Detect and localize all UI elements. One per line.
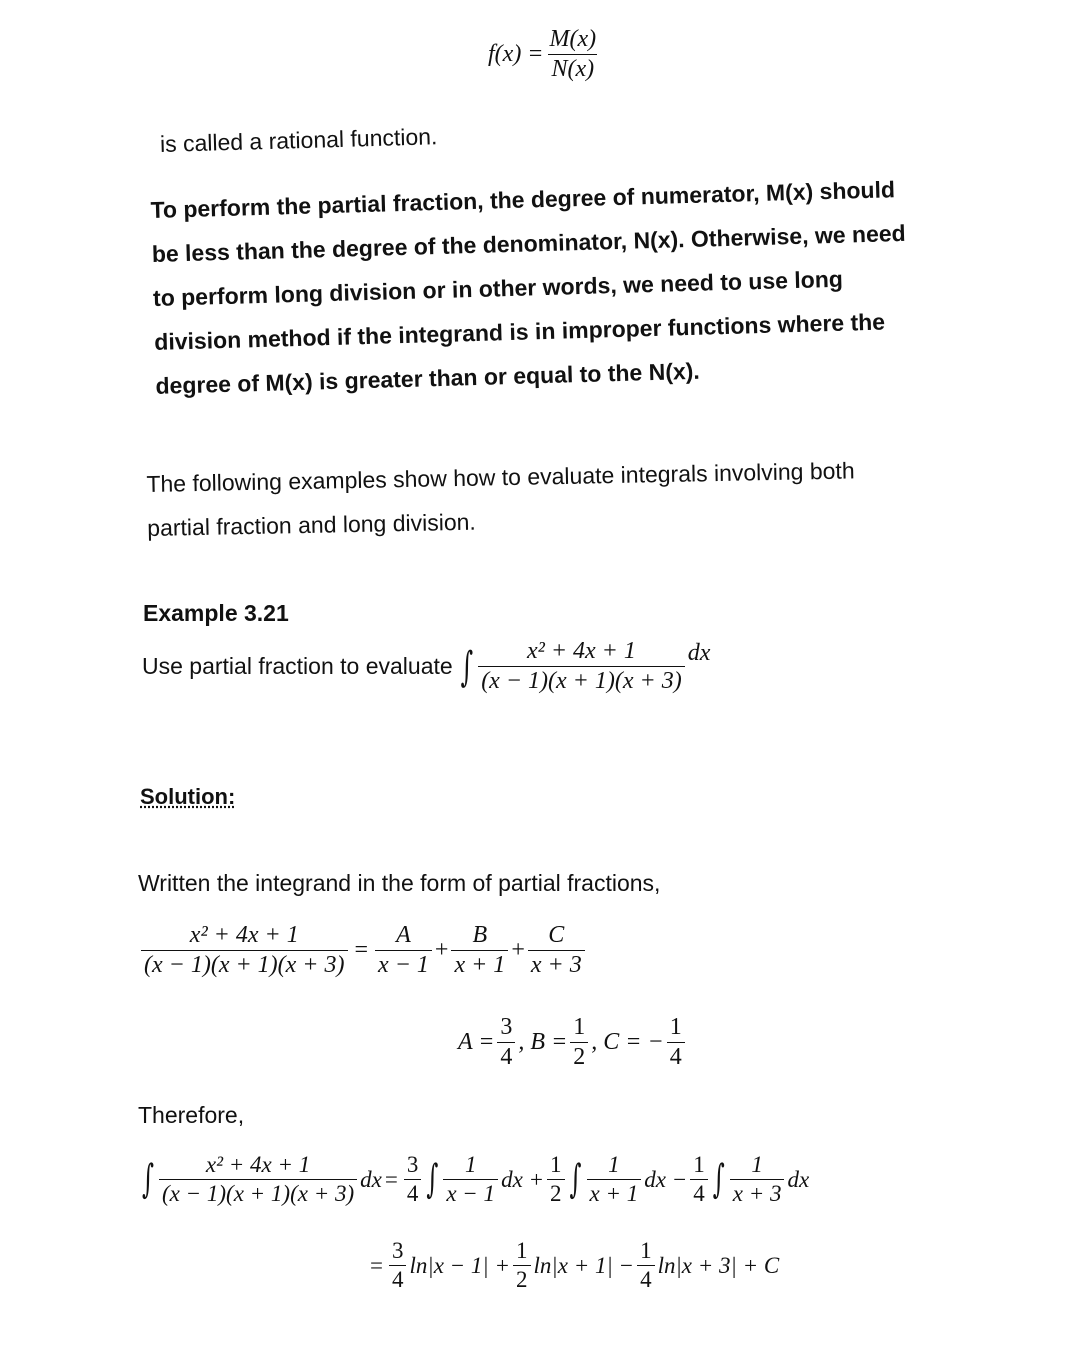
decomp-lhs-fraction (141, 922, 348, 979)
t2-dx: dx − (644, 1166, 688, 1192)
equals-sign: = (354, 937, 369, 963)
term-a-denominator: x − 1 (375, 950, 432, 979)
final-lhs-denominator: (x − 1)(x + 1)(x + 3) (159, 1179, 357, 1207)
coef-a-label: A = (458, 1029, 495, 1055)
integrand-numerator: x² + 4x + 1 (526, 638, 636, 664)
term-b-denominator: x + 1 (451, 950, 508, 979)
formula-fraction (547, 26, 600, 83)
final-lhs-numerator: x² + 4x + 1 (205, 1152, 311, 1177)
integrand-denominator: (x − 1)(x + 1)(x + 3) (478, 666, 685, 695)
r2-numerator: 1 (516, 1238, 528, 1263)
r3-numerator: 1 (640, 1238, 652, 1263)
t3-denominator: x + 3 (730, 1179, 785, 1207)
example-prompt (142, 638, 710, 695)
final-lhs-dx: dx (360, 1166, 382, 1192)
r3-log-term: ln|x + 3| + C (657, 1252, 780, 1278)
example-integral (459, 638, 711, 695)
examples-intro-paragraph (146, 446, 998, 550)
formula-lhs: f(x) = (488, 41, 544, 67)
decomp-term-c (528, 922, 585, 979)
coef-b-fraction (570, 1014, 588, 1071)
t2-coefficient (547, 1152, 565, 1207)
coef-c-label: , C = − (591, 1029, 664, 1055)
partial-fraction-paragraph (150, 165, 996, 408)
t2-fraction (587, 1152, 642, 1207)
equals-sign: = (370, 1252, 383, 1278)
coef-c-denominator: 4 (667, 1042, 685, 1071)
coef-b-denominator: 2 (570, 1042, 588, 1071)
equals-sign: = (384, 1166, 398, 1192)
t1-coefficient (404, 1152, 422, 1207)
integral-sign-icon: ∫ (142, 1157, 154, 1202)
term-a-numerator: A (396, 922, 411, 948)
term-c-denominator: x + 3 (528, 950, 585, 979)
paragraph-line: To perform the partial fraction, the degree of numerator, M(x) should (150, 176, 896, 223)
coef-b-label: , B = (518, 1029, 568, 1055)
coef-c-fraction (667, 1014, 685, 1071)
paragraph-line: degree of M(x) is greater than or equal to the N(x). (155, 357, 701, 399)
final-integral-equation (140, 1152, 809, 1207)
paragraph-line: partial fraction and long division. (147, 508, 477, 541)
t1-coef-numerator: 3 (406, 1152, 419, 1177)
integrand-dx: dx (687, 640, 711, 666)
partial-fraction-decomposition (138, 922, 588, 979)
integrand-fraction (478, 638, 685, 695)
t3-fraction (730, 1152, 785, 1207)
therefore-label: Therefore, (138, 1102, 245, 1128)
example-prompt-text: Use partial fraction to evaluate (142, 653, 453, 679)
integral-sign-icon: ∫ (712, 1157, 725, 1202)
t1-dx: dx + (501, 1166, 545, 1192)
written-integrand-text: Written the integrand in the form of partial fractions, (138, 870, 661, 896)
paragraph-line: to perform long division or in other words, we need to use long (152, 265, 844, 311)
decomp-term-b (451, 922, 508, 979)
r1-coefficient (389, 1238, 407, 1293)
r1-log-term: ln|x − 1| + (409, 1252, 511, 1278)
paragraph-line: division method if the integrand is in improper functions where the (153, 308, 886, 355)
decomp-lhs-denominator: (x − 1)(x + 1)(x + 3) (141, 950, 348, 979)
term-b-numerator: B (472, 922, 488, 948)
r2-denominator: 2 (513, 1265, 531, 1293)
rational-function-caption: is called a rational function. (159, 123, 438, 157)
t1-fraction (443, 1152, 498, 1207)
integral-sign-icon: ∫ (569, 1157, 582, 1202)
t2-coef-denominator: 2 (547, 1179, 565, 1207)
t3-dx: dx (787, 1166, 810, 1192)
formula-denominator: N(x) (548, 54, 597, 83)
r1-numerator: 3 (391, 1238, 404, 1263)
formula-numerator: M(x) (549, 26, 597, 52)
coef-a-fraction (497, 1014, 515, 1071)
example-title: Example 3.21 (143, 600, 289, 626)
decomp-lhs-numerator: x² + 4x + 1 (189, 922, 299, 948)
integral-sign-icon: ∫ (460, 642, 474, 691)
paragraph-line: be less than the degree of the denominator, N(x). Otherwise, we need (151, 219, 906, 267)
t2-numerator: 1 (608, 1152, 620, 1177)
solution-label: Solution: (140, 784, 236, 809)
decomp-term-a (375, 922, 432, 979)
r3-coefficient (637, 1238, 655, 1293)
coef-a-numerator: 3 (500, 1014, 513, 1040)
coef-b-numerator: 1 (573, 1014, 586, 1040)
t3-numerator: 1 (751, 1152, 763, 1177)
r2-coefficient (513, 1238, 531, 1293)
final-lhs-fraction (159, 1152, 357, 1207)
plus-sign: + (434, 937, 449, 963)
t2-denominator: x + 1 (587, 1179, 642, 1207)
coefficient-values (458, 1014, 688, 1071)
t3-coefficient (690, 1152, 708, 1207)
r2-log-term: ln|x + 1| − (533, 1252, 635, 1278)
rational-function-definition (488, 26, 602, 83)
coef-a-denominator: 4 (497, 1042, 515, 1071)
t1-denominator: x − 1 (443, 1179, 498, 1207)
r1-denominator: 4 (389, 1265, 407, 1293)
t3-coef-denominator: 4 (690, 1179, 708, 1207)
plus-sign: + (511, 937, 525, 963)
paragraph-line: The following examples show how to evaluate integrals involving both (146, 457, 855, 497)
t1-coef-denominator: 4 (404, 1179, 422, 1207)
r3-denominator: 4 (637, 1265, 655, 1293)
t2-coef-numerator: 1 (550, 1152, 562, 1177)
integral-sign-icon: ∫ (426, 1157, 439, 1202)
t1-numerator: 1 (464, 1152, 477, 1177)
final-result (370, 1238, 779, 1293)
t3-coef-numerator: 1 (693, 1152, 705, 1177)
term-c-numerator: C (548, 922, 565, 948)
coef-c-numerator: 1 (669, 1014, 682, 1040)
